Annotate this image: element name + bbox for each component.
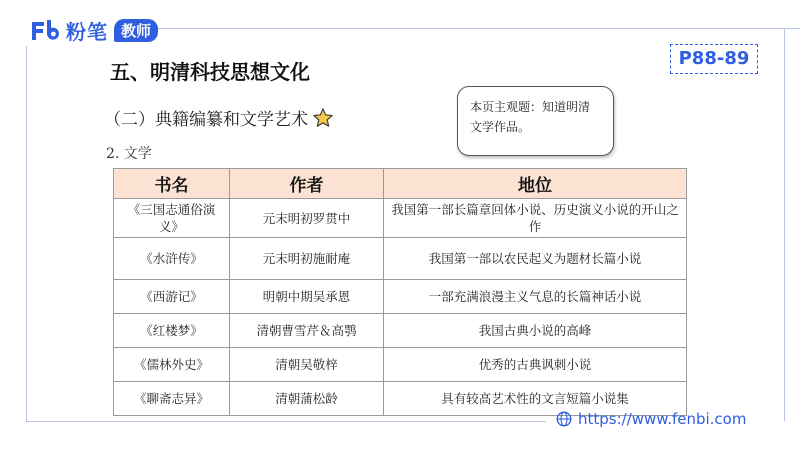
brand-logo — [30, 16, 158, 44]
fenbi-logo-icon — [30, 18, 64, 42]
footer-link[interactable] — [556, 410, 746, 428]
cell-book: 《西游记》 — [114, 280, 230, 314]
cell-status: 一部充满浪漫主义气息的长篇神话小说 — [384, 280, 687, 314]
cell-book: 《红楼梦》 — [114, 314, 230, 348]
note-callout: 本页主观题：知道明清文学作品。 — [457, 86, 614, 156]
cell-book: 《三国志通俗演义》 — [114, 199, 230, 238]
frame-right-line — [784, 28, 785, 421]
subheading — [104, 105, 334, 130]
frame-bottom-line — [26, 421, 546, 422]
cell-author: 明朝中期吴承恩 — [230, 280, 384, 314]
cell-author: 清朝吴敬梓 — [230, 348, 384, 382]
sub-item-literature: 2. 文学 — [106, 146, 152, 162]
cell-author: 元末明初施耐庵 — [230, 238, 384, 280]
header-author: 作者 — [230, 169, 384, 199]
cell-book: 《水浒传》 — [114, 238, 230, 280]
table-header-row — [114, 169, 687, 199]
header-status: 地位 — [384, 169, 687, 199]
cell-status: 我国古典小说的高峰 — [384, 314, 687, 348]
cell-book: 《儒林外史》 — [114, 348, 230, 382]
brand-name: 粉笔 — [66, 19, 108, 44]
star-icon — [312, 107, 334, 129]
cell-status: 我国第一部长篇章回体小说、历史演义小说的开山之作 — [384, 199, 687, 238]
literature-table — [113, 168, 687, 416]
cell-status: 优秀的古典讽刺小说 — [384, 348, 687, 382]
globe-icon — [556, 411, 572, 427]
table-row — [114, 280, 687, 314]
footer-url[interactable]: https://www.fenbi.com — [578, 410, 747, 428]
section-title: 五、明清科技思想文化 — [110, 60, 310, 84]
table-row — [114, 348, 687, 382]
page-reference: P88-89 — [670, 44, 758, 74]
frame-left-line — [26, 46, 27, 421]
table-row — [114, 314, 687, 348]
frame-top-line — [150, 28, 800, 29]
cell-status: 具有较高艺术性的文言短篇小说集 — [384, 382, 687, 416]
header-book: 书名 — [114, 169, 230, 199]
cell-book: 《聊斋志异》 — [114, 382, 230, 416]
subheading-text: （二）典籍编纂和文学艺术 — [104, 110, 308, 130]
cell-status: 我国第一部以农民起义为题材长篇小说 — [384, 238, 687, 280]
brand-badge: 教师 — [114, 19, 158, 42]
cell-author: 清朝曹雪芹＆高鹗 — [230, 314, 384, 348]
cell-author: 元末明初罗贯中 — [230, 199, 384, 238]
table-row — [114, 199, 687, 238]
table-row — [114, 238, 687, 280]
cell-author: 清朝蒲松龄 — [230, 382, 384, 416]
